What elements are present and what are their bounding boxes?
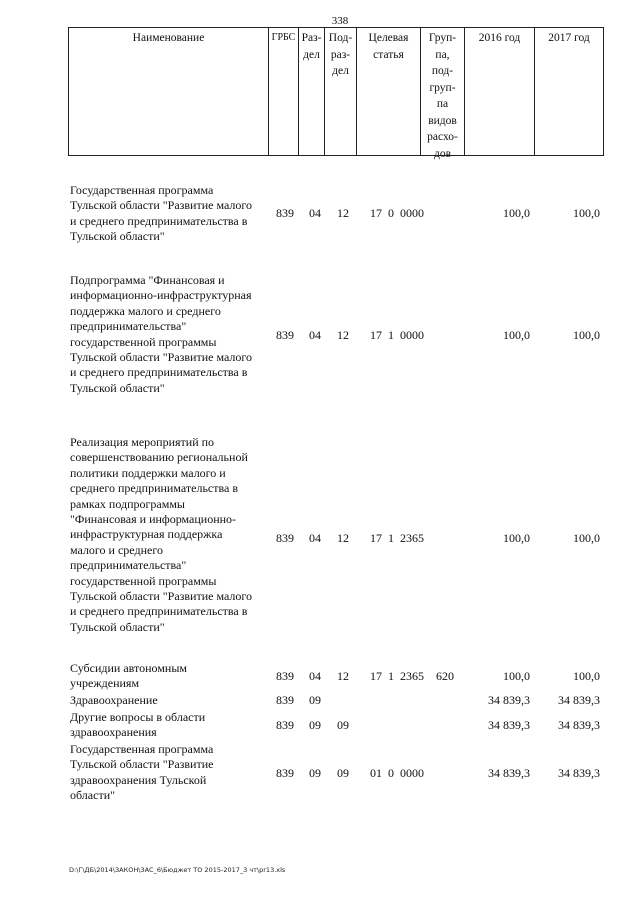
header-razdel: Раз- дел: [299, 28, 325, 155]
header-gruppa-vidov-rashodov: Груп- па, под- груп- па видов расхо- дов: [421, 28, 465, 155]
row-podrazdel: 12: [337, 669, 349, 683]
row-2016: 34 839,3: [488, 693, 530, 707]
row-2017: 34 839,3: [558, 766, 600, 780]
row-podrazdel: 09: [337, 718, 349, 732]
row-2017: 100,0: [573, 669, 600, 683]
row-2017: 100,0: [573, 328, 600, 342]
row-grbs: 839: [276, 766, 294, 780]
table-header: [68, 27, 604, 160]
row-name: Государственная программа Тульской области "Развитие малого и среднего предпринимательства в Тульской области": [70, 183, 253, 244]
row-celevaya-statya: 17 1 0000: [370, 328, 424, 342]
header-celevaya-statya: Целевая статья: [357, 28, 421, 155]
row-celevaya-statya: 17 1 2365: [370, 531, 424, 545]
row-2017: 100,0: [573, 531, 600, 545]
header-name: Наименование: [69, 28, 269, 155]
row-name: Другие вопросы в области здравоохранения: [70, 710, 206, 740]
row-name: Реализация мероприятий по совершенствованию региональной политики поддержки малого и среднего предпринимательства в рамках подпрограммы "Финансовая и информационно- инфраструктурная поддержка малого и среднего предпринимательства" государственной программы Тульской области "Развитие малого и среднего предпринимательства в Тульской области": [70, 435, 253, 634]
row-2016: 100,0: [503, 669, 530, 683]
row-grbs: 839: [276, 693, 294, 707]
row-2017: 34 839,3: [558, 693, 600, 707]
row-podrazdel: 12: [337, 206, 349, 220]
row-grbs: 839: [276, 206, 294, 220]
row-2016: 100,0: [503, 328, 530, 342]
row-grbs: 839: [276, 328, 294, 342]
row-2016: 34 839,3: [488, 766, 530, 780]
row-2017: 34 839,3: [558, 718, 600, 732]
row-2016: 34 839,3: [488, 718, 530, 732]
row-2016: 100,0: [503, 531, 530, 545]
row-celevaya-statya: 01 0 0000: [370, 766, 424, 780]
row-2017: 100,0: [573, 206, 600, 220]
row-razdel: 04: [309, 531, 321, 545]
row-vid-rashodov: 620: [436, 669, 454, 683]
row-razdel: 09: [309, 718, 321, 732]
row-podrazdel: 09: [337, 766, 349, 780]
row-celevaya-statya: 17 0 0000: [370, 206, 424, 220]
row-razdel: 09: [309, 766, 321, 780]
row-2016: 100,0: [503, 206, 530, 220]
row-name: Субсидии автономным учреждениям: [70, 661, 187, 691]
row-razdel: 04: [309, 669, 321, 683]
row-grbs: 839: [276, 718, 294, 732]
row-razdel: 04: [309, 206, 321, 220]
row-razdel: 04: [309, 328, 321, 342]
header-grbs: ГРБС: [269, 28, 299, 155]
row-grbs: 839: [276, 669, 294, 683]
row-razdel: 09: [309, 693, 321, 707]
row-name: Государственная программа Тульской области "Развитие здравоохранения Тульской области": [70, 742, 214, 803]
row-name: Подпрограмма "Финансовая и информационно-инфраструктурная поддержка малого и среднего предпринимательства" государственной программы Тульской области "Развитие малого и среднего предпринимательства в Тульской области": [70, 273, 253, 395]
row-name: Здравоохранение: [70, 693, 158, 707]
row-grbs: 839: [276, 531, 294, 545]
header-podrazdel: Под- раз- дел: [325, 28, 357, 155]
header-2016: 2016 год: [465, 28, 535, 155]
header-2017: 2017 год: [548, 32, 590, 44]
row-celevaya-statya: 17 1 2365: [370, 669, 424, 683]
page-number: 338: [331, 15, 349, 27]
file-path-footer: D:\Г\ДБ\2014\ЗАКОН\ЗАС_6\Бюджет ТО 2015-2017_3 чт\pr13.xls: [69, 866, 286, 874]
row-podrazdel: 12: [337, 531, 349, 545]
row-podrazdel: 12: [337, 328, 349, 342]
